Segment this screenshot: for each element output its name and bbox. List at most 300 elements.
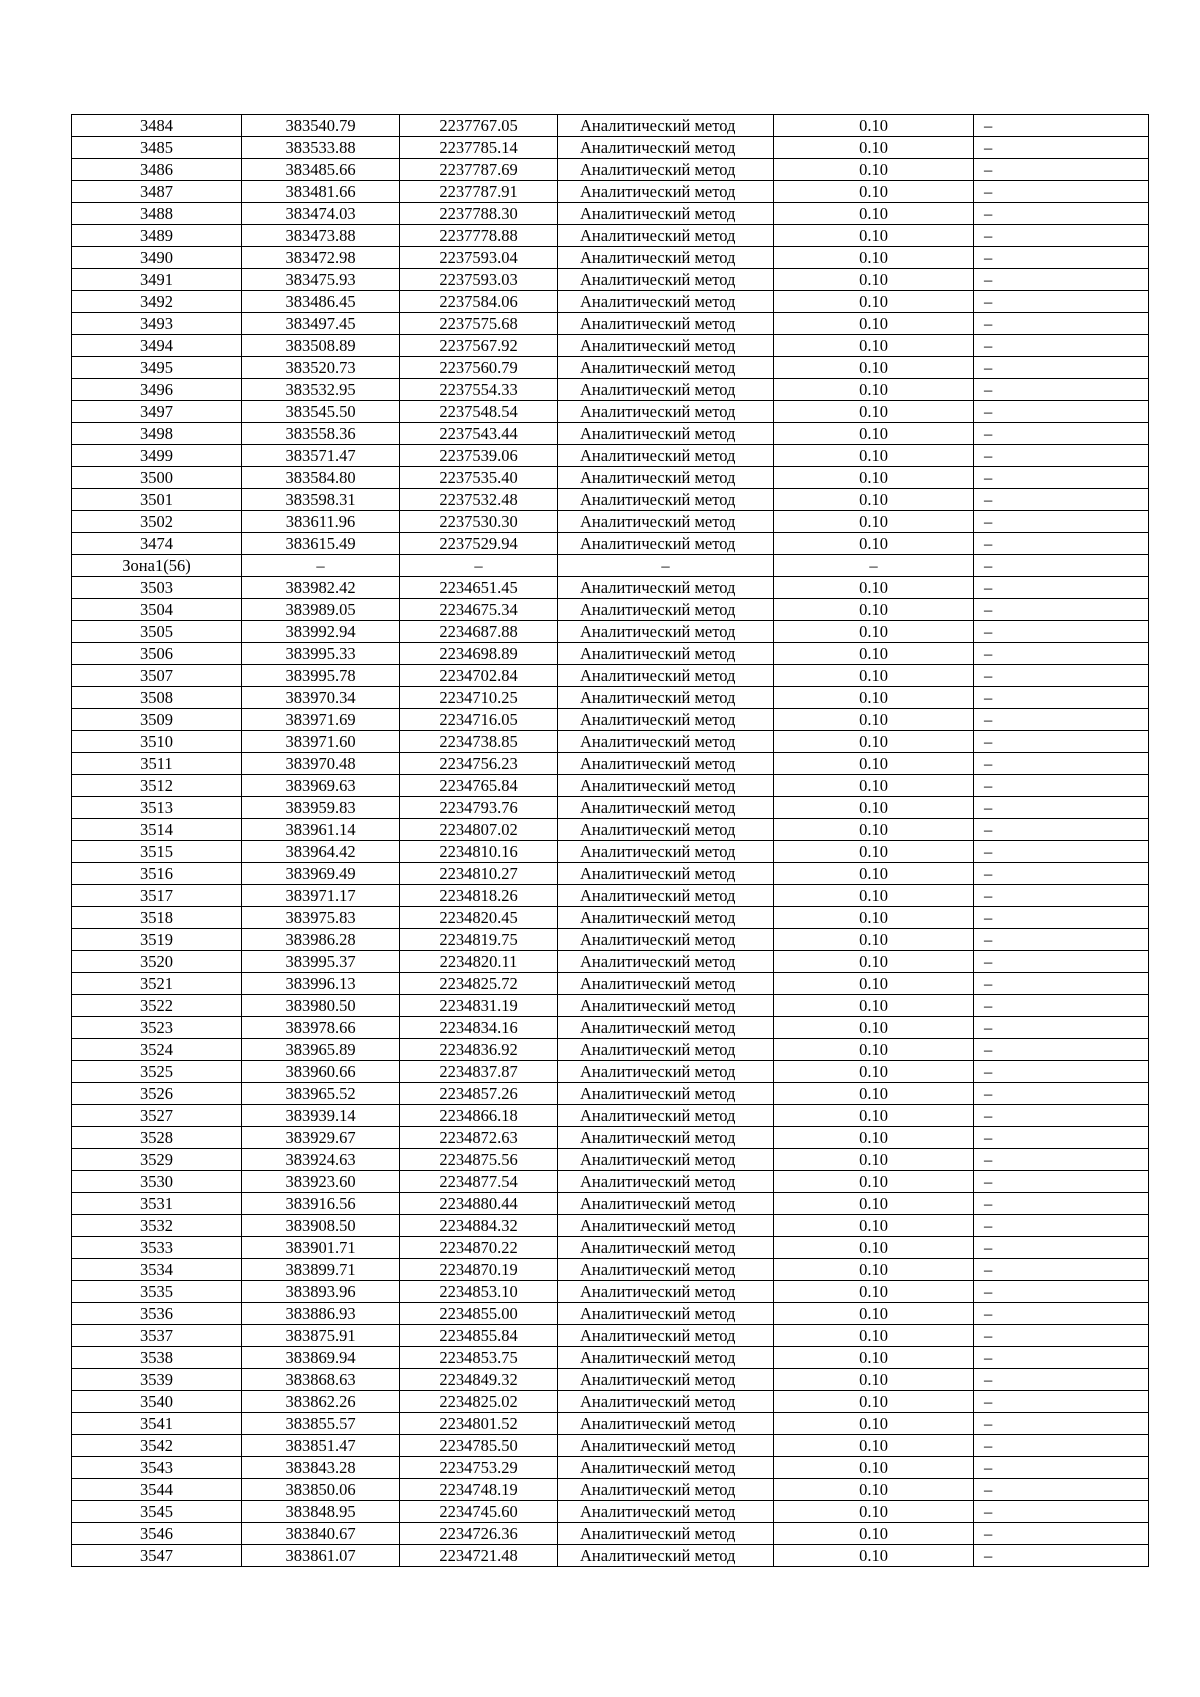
note-cell: – [974,1303,1149,1325]
method-cell: Аналитический метод [558,357,774,379]
point-number-cell: 3537 [72,1325,242,1347]
note-cell: – [974,467,1149,489]
point-number-cell: 3490 [72,247,242,269]
x-coordinate-cell: 383485.66 [242,159,400,181]
method-cell: Аналитический метод [558,1083,774,1105]
y-coordinate-cell: 2234726.36 [400,1523,558,1545]
accuracy-cell: 0.10 [774,1281,974,1303]
point-number-cell: 3524 [72,1039,242,1061]
accuracy-cell: 0.10 [774,445,974,467]
note-cell: – [974,181,1149,203]
point-number-cell: 3498 [72,423,242,445]
accuracy-cell: 0.10 [774,1061,974,1083]
y-coordinate-cell: 2237584.06 [400,291,558,313]
x-coordinate-cell: 383982.42 [242,577,400,599]
method-cell: Аналитический метод [558,1281,774,1303]
note-cell: – [974,115,1149,137]
note-cell: – [974,1149,1149,1171]
x-coordinate-cell: 383475.93 [242,269,400,291]
point-number-cell: 3494 [72,335,242,357]
x-coordinate-cell: 383899.71 [242,1259,400,1281]
x-coordinate-cell: 383486.45 [242,291,400,313]
y-coordinate-cell: 2234807.02 [400,819,558,841]
note-cell: – [974,907,1149,929]
table-row [72,1259,1149,1281]
point-number-cell: 3520 [72,951,242,973]
note-cell: – [974,797,1149,819]
point-number-cell: 3540 [72,1391,242,1413]
point-number-cell: 3542 [72,1435,242,1457]
accuracy-cell: 0.10 [774,819,974,841]
point-number-cell: 3521 [72,973,242,995]
table-row [72,423,1149,445]
y-coordinate-cell: 2237785.14 [400,137,558,159]
method-cell: Аналитический метод [558,335,774,357]
accuracy-cell: 0.10 [774,247,974,269]
x-coordinate-cell: 383992.94 [242,621,400,643]
y-coordinate-cell: 2237548.54 [400,401,558,423]
method-cell: Аналитический метод [558,841,774,863]
note-cell: – [974,137,1149,159]
note-cell: – [974,269,1149,291]
method-cell: – [558,555,774,577]
table-row [72,775,1149,797]
note-cell: – [974,489,1149,511]
table-row [72,489,1149,511]
method-cell: Аналитический метод [558,291,774,313]
accuracy-cell: 0.10 [774,687,974,709]
point-number-cell: 3504 [72,599,242,621]
x-coordinate-cell: 383861.07 [242,1545,400,1567]
point-number-cell: 3507 [72,665,242,687]
table-row [72,313,1149,335]
y-coordinate-cell: 2237554.33 [400,379,558,401]
note-cell: – [974,1369,1149,1391]
accuracy-cell: 0.10 [774,1017,974,1039]
x-coordinate-cell: 383901.71 [242,1237,400,1259]
point-number-cell: 3539 [72,1369,242,1391]
x-coordinate-cell: 383939.14 [242,1105,400,1127]
method-cell: Аналитический метод [558,445,774,467]
accuracy-cell: 0.10 [774,1369,974,1391]
y-coordinate-cell: 2234748.19 [400,1479,558,1501]
point-number-cell: 3499 [72,445,242,467]
y-coordinate-cell: 2234825.72 [400,973,558,995]
note-cell: – [974,357,1149,379]
note-cell: – [974,1325,1149,1347]
method-cell: Аналитический метод [558,1193,774,1215]
method-cell: Аналитический метод [558,489,774,511]
accuracy-cell: 0.10 [774,269,974,291]
method-cell: Аналитический метод [558,621,774,643]
point-number-cell: 3508 [72,687,242,709]
x-coordinate-cell: 383971.69 [242,709,400,731]
point-number-cell: 3485 [72,137,242,159]
point-number-cell: 3541 [72,1413,242,1435]
accuracy-cell: 0.10 [774,1391,974,1413]
table-row [72,599,1149,621]
y-coordinate-cell: 2237778.88 [400,225,558,247]
note-cell: – [974,643,1149,665]
method-cell: Аналитический метод [558,1303,774,1325]
x-coordinate-cell: 383571.47 [242,445,400,467]
method-cell: Аналитический метод [558,885,774,907]
y-coordinate-cell: 2234716.05 [400,709,558,731]
x-coordinate-cell: 383532.95 [242,379,400,401]
method-cell: Аналитический метод [558,1237,774,1259]
y-coordinate-cell: 2234872.63 [400,1127,558,1149]
x-coordinate-cell: 383965.52 [242,1083,400,1105]
point-number-cell: 3488 [72,203,242,225]
table-row [72,379,1149,401]
method-cell: Аналитический метод [558,1435,774,1457]
x-coordinate-cell: 383971.60 [242,731,400,753]
x-coordinate-cell: 383473.88 [242,225,400,247]
y-coordinate-cell: 2234702.84 [400,665,558,687]
point-number-cell: 3502 [72,511,242,533]
note-cell: – [974,225,1149,247]
accuracy-cell: 0.10 [774,1413,974,1435]
method-cell: Аналитический метод [558,1039,774,1061]
accuracy-cell: 0.10 [774,159,974,181]
accuracy-cell: 0.10 [774,907,974,929]
x-coordinate-cell: 383886.93 [242,1303,400,1325]
y-coordinate-cell: 2234884.32 [400,1215,558,1237]
x-coordinate-cell: 383520.73 [242,357,400,379]
x-coordinate-cell: 383481.66 [242,181,400,203]
x-coordinate-cell: 383908.50 [242,1215,400,1237]
table-row [72,819,1149,841]
y-coordinate-cell: 2234738.85 [400,731,558,753]
accuracy-cell: 0.10 [774,885,974,907]
x-coordinate-cell: 383545.50 [242,401,400,423]
table-row [72,687,1149,709]
method-cell: Аналитический метод [558,203,774,225]
note-cell: – [974,1083,1149,1105]
x-coordinate-cell: 383965.89 [242,1039,400,1061]
accuracy-cell: 0.10 [774,1171,974,1193]
y-coordinate-cell: 2237530.30 [400,511,558,533]
note-cell: – [974,929,1149,951]
table-row [72,1171,1149,1193]
y-coordinate-cell: 2237535.40 [400,467,558,489]
y-coordinate-cell: 2234837.87 [400,1061,558,1083]
point-number-cell: 3489 [72,225,242,247]
y-coordinate-cell: 2237593.04 [400,247,558,269]
point-number-cell: 3529 [72,1149,242,1171]
point-number-cell: 3495 [72,357,242,379]
accuracy-cell: 0.10 [774,533,974,555]
method-cell: Аналитический метод [558,709,774,731]
point-number-cell: 3474 [72,533,242,555]
method-cell: Аналитический метод [558,1545,774,1567]
x-coordinate-cell: 383995.33 [242,643,400,665]
accuracy-cell: 0.10 [774,621,974,643]
point-number-cell: 3530 [72,1171,242,1193]
point-number-cell: 3484 [72,115,242,137]
accuracy-cell: 0.10 [774,203,974,225]
method-cell: Аналитический метод [558,181,774,203]
y-coordinate-cell: 2234765.84 [400,775,558,797]
table-row [72,973,1149,995]
table-row [72,1347,1149,1369]
note-cell: – [974,819,1149,841]
method-cell: Аналитический метод [558,775,774,797]
y-coordinate-cell: 2234753.29 [400,1457,558,1479]
x-coordinate-cell: 383970.48 [242,753,400,775]
table-row [72,247,1149,269]
x-coordinate-cell: 383975.83 [242,907,400,929]
x-coordinate-cell: 383986.28 [242,929,400,951]
accuracy-cell: 0.10 [774,577,974,599]
table-row [72,1017,1149,1039]
table-row [72,643,1149,665]
accuracy-cell: 0.10 [774,1039,974,1061]
method-cell: Аналитический метод [558,907,774,929]
table-row [72,1545,1149,1567]
table-row [72,951,1149,973]
point-number-cell: 3534 [72,1259,242,1281]
y-coordinate-cell: – [400,555,558,577]
point-number-cell: 3511 [72,753,242,775]
y-coordinate-cell: 2234875.56 [400,1149,558,1171]
zone-header-row [72,555,1149,577]
method-cell: Аналитический метод [558,511,774,533]
note-cell: – [974,1237,1149,1259]
method-cell: Аналитический метод [558,225,774,247]
method-cell: Аналитический метод [558,247,774,269]
note-cell: – [974,401,1149,423]
method-cell: Аналитический метод [558,687,774,709]
table-row [72,907,1149,929]
x-coordinate-cell: 383970.34 [242,687,400,709]
x-coordinate-cell: 383929.67 [242,1127,400,1149]
table-row [72,1127,1149,1149]
note-cell: – [974,1281,1149,1303]
x-coordinate-cell: 383508.89 [242,335,400,357]
table-row [72,335,1149,357]
accuracy-cell: 0.10 [774,379,974,401]
accuracy-cell: 0.10 [774,951,974,973]
accuracy-cell: 0.10 [774,995,974,1017]
table-row [72,1303,1149,1325]
y-coordinate-cell: 2237532.48 [400,489,558,511]
coordinates-table-body [72,115,1149,1567]
accuracy-cell: 0.10 [774,1303,974,1325]
table-row [72,863,1149,885]
note-cell: – [974,1193,1149,1215]
method-cell: Аналитический метод [558,1457,774,1479]
y-coordinate-cell: 2234836.92 [400,1039,558,1061]
method-cell: Аналитический метод [558,423,774,445]
note-cell: – [974,709,1149,731]
method-cell: Аналитический метод [558,1347,774,1369]
note-cell: – [974,1391,1149,1413]
note-cell: – [974,1127,1149,1149]
accuracy-cell: 0.10 [774,489,974,511]
y-coordinate-cell: 2234793.76 [400,797,558,819]
accuracy-cell: 0.10 [774,643,974,665]
method-cell: Аналитический метод [558,1259,774,1281]
note-cell: – [974,313,1149,335]
point-number-cell: 3492 [72,291,242,313]
note-cell: – [974,1435,1149,1457]
point-number-cell: Зона1(56) [72,555,242,577]
method-cell: Аналитический метод [558,1369,774,1391]
y-coordinate-cell: 2234819.75 [400,929,558,951]
x-coordinate-cell: 383989.05 [242,599,400,621]
note-cell: – [974,159,1149,181]
method-cell: Аналитический метод [558,1061,774,1083]
accuracy-cell: 0.10 [774,1479,974,1501]
note-cell: – [974,533,1149,555]
point-number-cell: 3501 [72,489,242,511]
note-cell: – [974,885,1149,907]
table-row [72,929,1149,951]
table-row [72,137,1149,159]
note-cell: – [974,577,1149,599]
point-number-cell: 3505 [72,621,242,643]
y-coordinate-cell: 2234801.52 [400,1413,558,1435]
method-cell: Аналитический метод [558,1017,774,1039]
table-row [72,225,1149,247]
x-coordinate-cell: 383855.57 [242,1413,400,1435]
point-number-cell: 3535 [72,1281,242,1303]
accuracy-cell: 0.10 [774,1105,974,1127]
accuracy-cell: 0.10 [774,731,974,753]
y-coordinate-cell: 2234810.27 [400,863,558,885]
point-number-cell: 3536 [72,1303,242,1325]
y-coordinate-cell: 2237575.68 [400,313,558,335]
method-cell: Аналитический метод [558,951,774,973]
table-row [72,467,1149,489]
y-coordinate-cell: 2234756.23 [400,753,558,775]
x-coordinate-cell: 383868.63 [242,1369,400,1391]
accuracy-cell: 0.10 [774,137,974,159]
x-coordinate-cell: – [242,555,400,577]
note-cell: – [974,423,1149,445]
x-coordinate-cell: 383961.14 [242,819,400,841]
table-row [72,1479,1149,1501]
method-cell: Аналитический метод [558,533,774,555]
point-number-cell: 3513 [72,797,242,819]
x-coordinate-cell: 383474.03 [242,203,400,225]
method-cell: Аналитический метод [558,137,774,159]
accuracy-cell: 0.10 [774,423,974,445]
accuracy-cell: 0.10 [774,313,974,335]
table-row [72,1039,1149,1061]
method-cell: Аналитический метод [558,1171,774,1193]
x-coordinate-cell: 383916.56 [242,1193,400,1215]
accuracy-cell: 0.10 [774,599,974,621]
note-cell: – [974,599,1149,621]
point-number-cell: 3525 [72,1061,242,1083]
table-row [72,115,1149,137]
table-row [72,1237,1149,1259]
table-row [72,1523,1149,1545]
x-coordinate-cell: 383615.49 [242,533,400,555]
table-row [72,159,1149,181]
note-cell: – [974,687,1149,709]
note-cell: – [974,1215,1149,1237]
method-cell: Аналитический метод [558,643,774,665]
table-row [72,665,1149,687]
note-cell: – [974,665,1149,687]
y-coordinate-cell: 2234857.26 [400,1083,558,1105]
note-cell: – [974,555,1149,577]
table-row [72,885,1149,907]
point-number-cell: 3491 [72,269,242,291]
coordinates-table [71,114,1149,1567]
y-coordinate-cell: 2234825.02 [400,1391,558,1413]
point-number-cell: 3519 [72,929,242,951]
table-row [72,181,1149,203]
note-cell: – [974,1259,1149,1281]
table-row [72,1325,1149,1347]
x-coordinate-cell: 383969.63 [242,775,400,797]
table-row [72,731,1149,753]
table-row [72,1391,1149,1413]
table-row [72,841,1149,863]
table-row [72,1149,1149,1171]
y-coordinate-cell: 2237529.94 [400,533,558,555]
point-number-cell: 3518 [72,907,242,929]
point-number-cell: 3533 [72,1237,242,1259]
x-coordinate-cell: 383971.17 [242,885,400,907]
note-cell: – [974,291,1149,313]
accuracy-cell: 0.10 [774,467,974,489]
method-cell: Аналитический метод [558,401,774,423]
method-cell: Аналитический метод [558,159,774,181]
method-cell: Аналитический метод [558,929,774,951]
note-cell: – [974,1545,1149,1567]
accuracy-cell: 0.10 [774,665,974,687]
method-cell: Аналитический метод [558,379,774,401]
accuracy-cell: 0.10 [774,709,974,731]
y-coordinate-cell: 2237560.79 [400,357,558,379]
y-coordinate-cell: 2237593.03 [400,269,558,291]
note-cell: – [974,335,1149,357]
table-row [72,291,1149,313]
method-cell: Аналитический метод [558,973,774,995]
point-number-cell: 3496 [72,379,242,401]
method-cell: Аналитический метод [558,313,774,335]
note-cell: – [974,1171,1149,1193]
accuracy-cell: 0.10 [774,1127,974,1149]
accuracy-cell: – [774,555,974,577]
accuracy-cell: 0.10 [774,291,974,313]
point-number-cell: 3503 [72,577,242,599]
table-row [72,753,1149,775]
point-number-cell: 3506 [72,643,242,665]
y-coordinate-cell: 2234710.25 [400,687,558,709]
x-coordinate-cell: 383924.63 [242,1149,400,1171]
table-row [72,995,1149,1017]
table-row [72,1435,1149,1457]
point-number-cell: 3515 [72,841,242,863]
point-number-cell: 3510 [72,731,242,753]
y-coordinate-cell: 2234870.22 [400,1237,558,1259]
table-row [72,1061,1149,1083]
method-cell: Аналитический метод [558,1479,774,1501]
point-number-cell: 3531 [72,1193,242,1215]
method-cell: Аналитический метод [558,1523,774,1545]
note-cell: – [974,1347,1149,1369]
x-coordinate-cell: 383533.88 [242,137,400,159]
method-cell: Аналитический метод [558,995,774,1017]
y-coordinate-cell: 2234745.60 [400,1501,558,1523]
y-coordinate-cell: 2234853.75 [400,1347,558,1369]
